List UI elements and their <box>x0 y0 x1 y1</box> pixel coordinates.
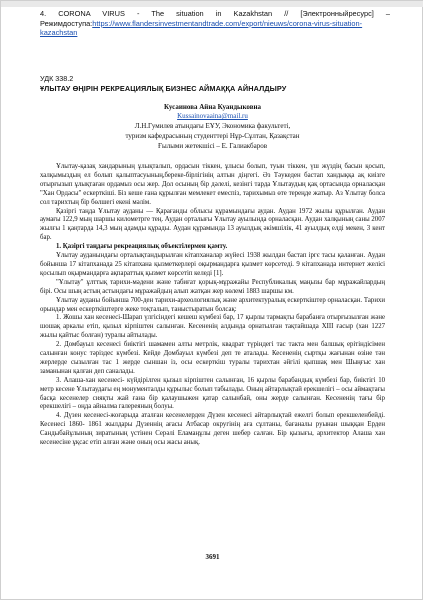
reference-text: 4. CORONA VIRUS - The situation in Kazakhstan // [Электронныйресурс] – Режимдоступа: <box>40 9 390 28</box>
author-affiliation: Л.Н.Гумилев атындағы ЕҰУ, Экономика факультеті, <box>134 122 291 130</box>
page-number: 3691 <box>205 553 220 561</box>
paragraph: 2. Домбауыл кесенесі биіктігі шамамен алты метрлік, квадрат түріндегі тас такта мен балшық ерітіндісімен салынған конус тәріздес күмбезі. Кейде Домбауыл күмбезі деп те аталады. Кесененің сыртқы жағынан өзіне тән жерлерде сызылған тас 1 жерде сыншан із, осы ескерткіш туралы тарихтан әйгілі қыпшақ мен Шыңғыс хан заманынан қалған деп саналады. <box>40 341 385 375</box>
paragraph: 3. Алаша-хан кесенесі- күйдірілген қызыл кірпіштен салынған, 16 қырлы барабандық күмбезі бар, биіктігі 10 метр кесене Ұлытаудағы ең монументалды құрылыс болып табылады. Оның айтарлықтай ерекшелігі – осы аймақтағы басқа кесенелер сияқты жай ғана бір қалаушыжен қатар салынбай, оны жерде салынған. Кесененің тағы бір ерекшелігі – оңда айналма галереяның болуы. <box>40 376 385 411</box>
section-heading: 1. Қазіргі таңдағы рекреациялық объектілермен қамту. <box>56 243 228 251</box>
page-top-border <box>1 1 423 7</box>
paragraph: 4. Дүзен кесенесі-жоғарыда аталған кесенелерден Дүзен кесенесі айтарлықтай ежелгі болып ерекшеленбейді. Кесенесі 1860- 1861 жылдары Дүзеннің ағасы Атбасар округінің аға сұлтаны, бағаналы руынан шыққан Ерден Сандыбайұлының зиратының үстінен Серәлі Еламаңұлы деген шебер салған. Бір қызығы, архитектор Алаша хан кесенесіне ұқсас етіп алған және оның осы жасы анық. <box>40 412 385 447</box>
paragraph: Ұлытау-қазақ хандарының ұлықталып, ордасын тіккен, ұлысы болып, туын тіккен, үш жүздің басын қосып, халқымыздың ел болып қалыптасуының,береке-бірлігінің алтын діңгегі. Әз Тәукеден бастап хандыққа ақ киізге отырғызып ұлықтаған ордамыз осы жер. Дол осының бір дәлелі, кезінгі тарда Ұлытаудың қақ ортасында орналасқан "Хан Ордасы" ескерткіші. Біз кеше ғана құрылған мемлекет емеспіз, тарихымыз өте тереңде жатыр. Аз Ұлытау болса сол тарихтың бір бөлшегі екені мәлім. <box>40 163 385 206</box>
paragraph: Қазіргі таңда Ұлытау ауданы — Қарағанды облысы құрамындағы аудан. Аудан 1972 жылы құрылған. Аудан аумағы 122,9 мың шаршы километрге тең. Аудан орталығы Ұлытау ауылында орналасқан. Аудан халқының саны 2007 жылғы 1 қаңтарда 14,3 мың адамды құрады. Аудан құрамында 13 ауылдық әкімшілік, 41 ауылдық елді мекен, 3 кент бар. <box>40 207 385 242</box>
author-name: Кусаинова Айна Куандыковна <box>163 103 262 111</box>
article-body <box>40 163 385 448</box>
author-email-link[interactable]: Kussainovaaina@mail.ru <box>177 112 248 120</box>
paragraph: Ұлытау ауданы бойынша 700-ден тарихи-археологиялық және архитектуралық ескерткіштер орналасқан. Тарихи орындар мен ескерткіштерге жеке тоқталып, таныстыратын болсақ: <box>40 296 385 313</box>
paragraph: Ұлытау ауданындағы орталықтандырылған кітапханалар жүйесі 1938 жылдан бастап іргє тасы қаланған. Аудан бойынша 17 кітапханада 25 кітапхана қызметкерлері оқырмандарға қызмет көрсетеді. 9 кітапханада интернет желісі қосылып оқырмандарға ақпараттық қызмет көрсетіп келеді [1]. <box>40 252 385 277</box>
reference-link[interactable]: https://www.flandersinvestmentandtrade.com/export/nieuws/corona-virus-situation-kazachstan <box>40 18 363 38</box>
reference-entry <box>40 9 390 38</box>
paragraph: "Ұлытау" ұлттық тарихи-мәдени және табиғат қорық-мұражайы Республикалық маңызы бар мұражайлардың бірі. Осы шың астың астындағы мұражайдың алып жатқан жер көлемі 1883 шаршы км. <box>40 278 385 295</box>
paragraph: 1. Жошы хан кесенесі-Шарап үлгісіндегі кешеш күмбезі бар, 17 қырлы тармақты барабанға отырғызылған және шошақ аркалы етіп, қызыл кірпіштен салынған. Кесененің алдында орнатылған тақтайшада XIII ғасыр (хан 1227 жылы қайтыс болған) туралы айтылады. <box>40 314 385 340</box>
scientific-advisor: Ғылыми жетекшісі – Е. Галиакбаров <box>157 142 268 150</box>
article-title: ҰЛЫТАУ ӨҢІРІН РЕКРЕАЦИЯЛЫҚ БИЗНЕС АЙМАҚҚА АЙНАЛДЫРУ <box>40 84 287 93</box>
author-department: туризм кафедрасының студенттері Нұр-Сұлтан, Қазақстан <box>125 132 300 140</box>
udk-code: УДК 338.2 <box>40 74 74 83</box>
